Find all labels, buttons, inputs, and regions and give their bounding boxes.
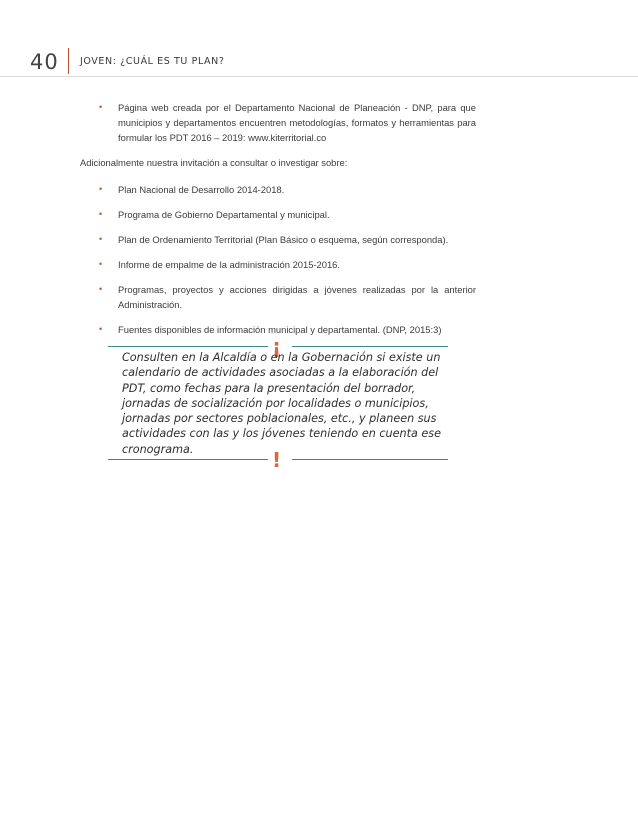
resource-list — [0, 100, 638, 145]
list-item — [99, 182, 476, 197]
consult-list — [0, 182, 638, 337]
list-item-text: Programas, proyectos y acciones dirigidas a jóvenes realizadas por la anterior Administración. — [118, 284, 476, 310]
list-item — [99, 322, 476, 337]
list-item — [99, 257, 476, 272]
header-divider — [68, 48, 69, 74]
intro-paragraph: Adicionalmente nuestra invitación a consultar o investigar sobre: — [80, 157, 348, 168]
list-item-text: Fuentes disponibles de información municipal y departamental. (DNP, 2015:3) — [118, 324, 442, 335]
header-underline — [0, 76, 638, 77]
list-item — [99, 207, 476, 222]
callout-bottom-rule-right — [292, 459, 448, 460]
callout-box — [0, 334, 638, 472]
list-item-text: Plan Nacional de Desarrollo 2014-2018. — [118, 184, 285, 195]
inverted-exclamation-icon: ¡ — [272, 334, 282, 358]
exclamation-icon: ! — [272, 448, 282, 472]
list-item-text: Página web creada por el Departamento Nacional de Planeación - DNP, para que municipios y departamentos encuentren metodologías, formatos y herramientas para formular los PDT 2016 – 2019: www.kiterritorial.co — [118, 102, 476, 143]
callout-bottom-rule-left — [108, 459, 268, 460]
bullet-marker: • — [99, 209, 103, 219]
list-item — [99, 282, 476, 312]
body-content — [0, 100, 638, 347]
bullet-marker: • — [99, 324, 103, 334]
bullet-marker: • — [99, 234, 103, 244]
list-item — [99, 100, 476, 145]
bullet-marker: • — [99, 259, 103, 269]
list-item-text: Plan de Ordenamiento Territorial (Plan Básico o esquema, según corresponda). — [118, 234, 449, 245]
bullet-marker: • — [99, 284, 103, 294]
list-item-text: Informe de empalme de la administración 2015-2016. — [118, 259, 341, 270]
running-title: JOVEN: ¿CUÁL ES TU PLAN? — [80, 56, 225, 67]
bullet-marker: • — [99, 102, 103, 112]
list-item — [99, 232, 476, 247]
callout-top-rule-right — [292, 346, 448, 347]
page-header — [0, 48, 638, 76]
page-number: 40 — [30, 50, 59, 74]
bullet-marker: • — [99, 184, 103, 194]
callout-text: Consulten en la Alcaldía o en la Gobernación si existe un calendario de actividades asociadas a la elaboración del PDT, como fechas para la presentación del borrador, jornadas de socialización por localidades o municipios, jornadas por sectores poblacionales, etc., y planeen sus actividades con las y los jóvenes teniendo en cuenta ese cronograma. — [122, 351, 441, 456]
list-item-text: Programa de Gobierno Departamental y municipal. — [118, 209, 330, 220]
callout-top-rule-left — [108, 346, 268, 347]
